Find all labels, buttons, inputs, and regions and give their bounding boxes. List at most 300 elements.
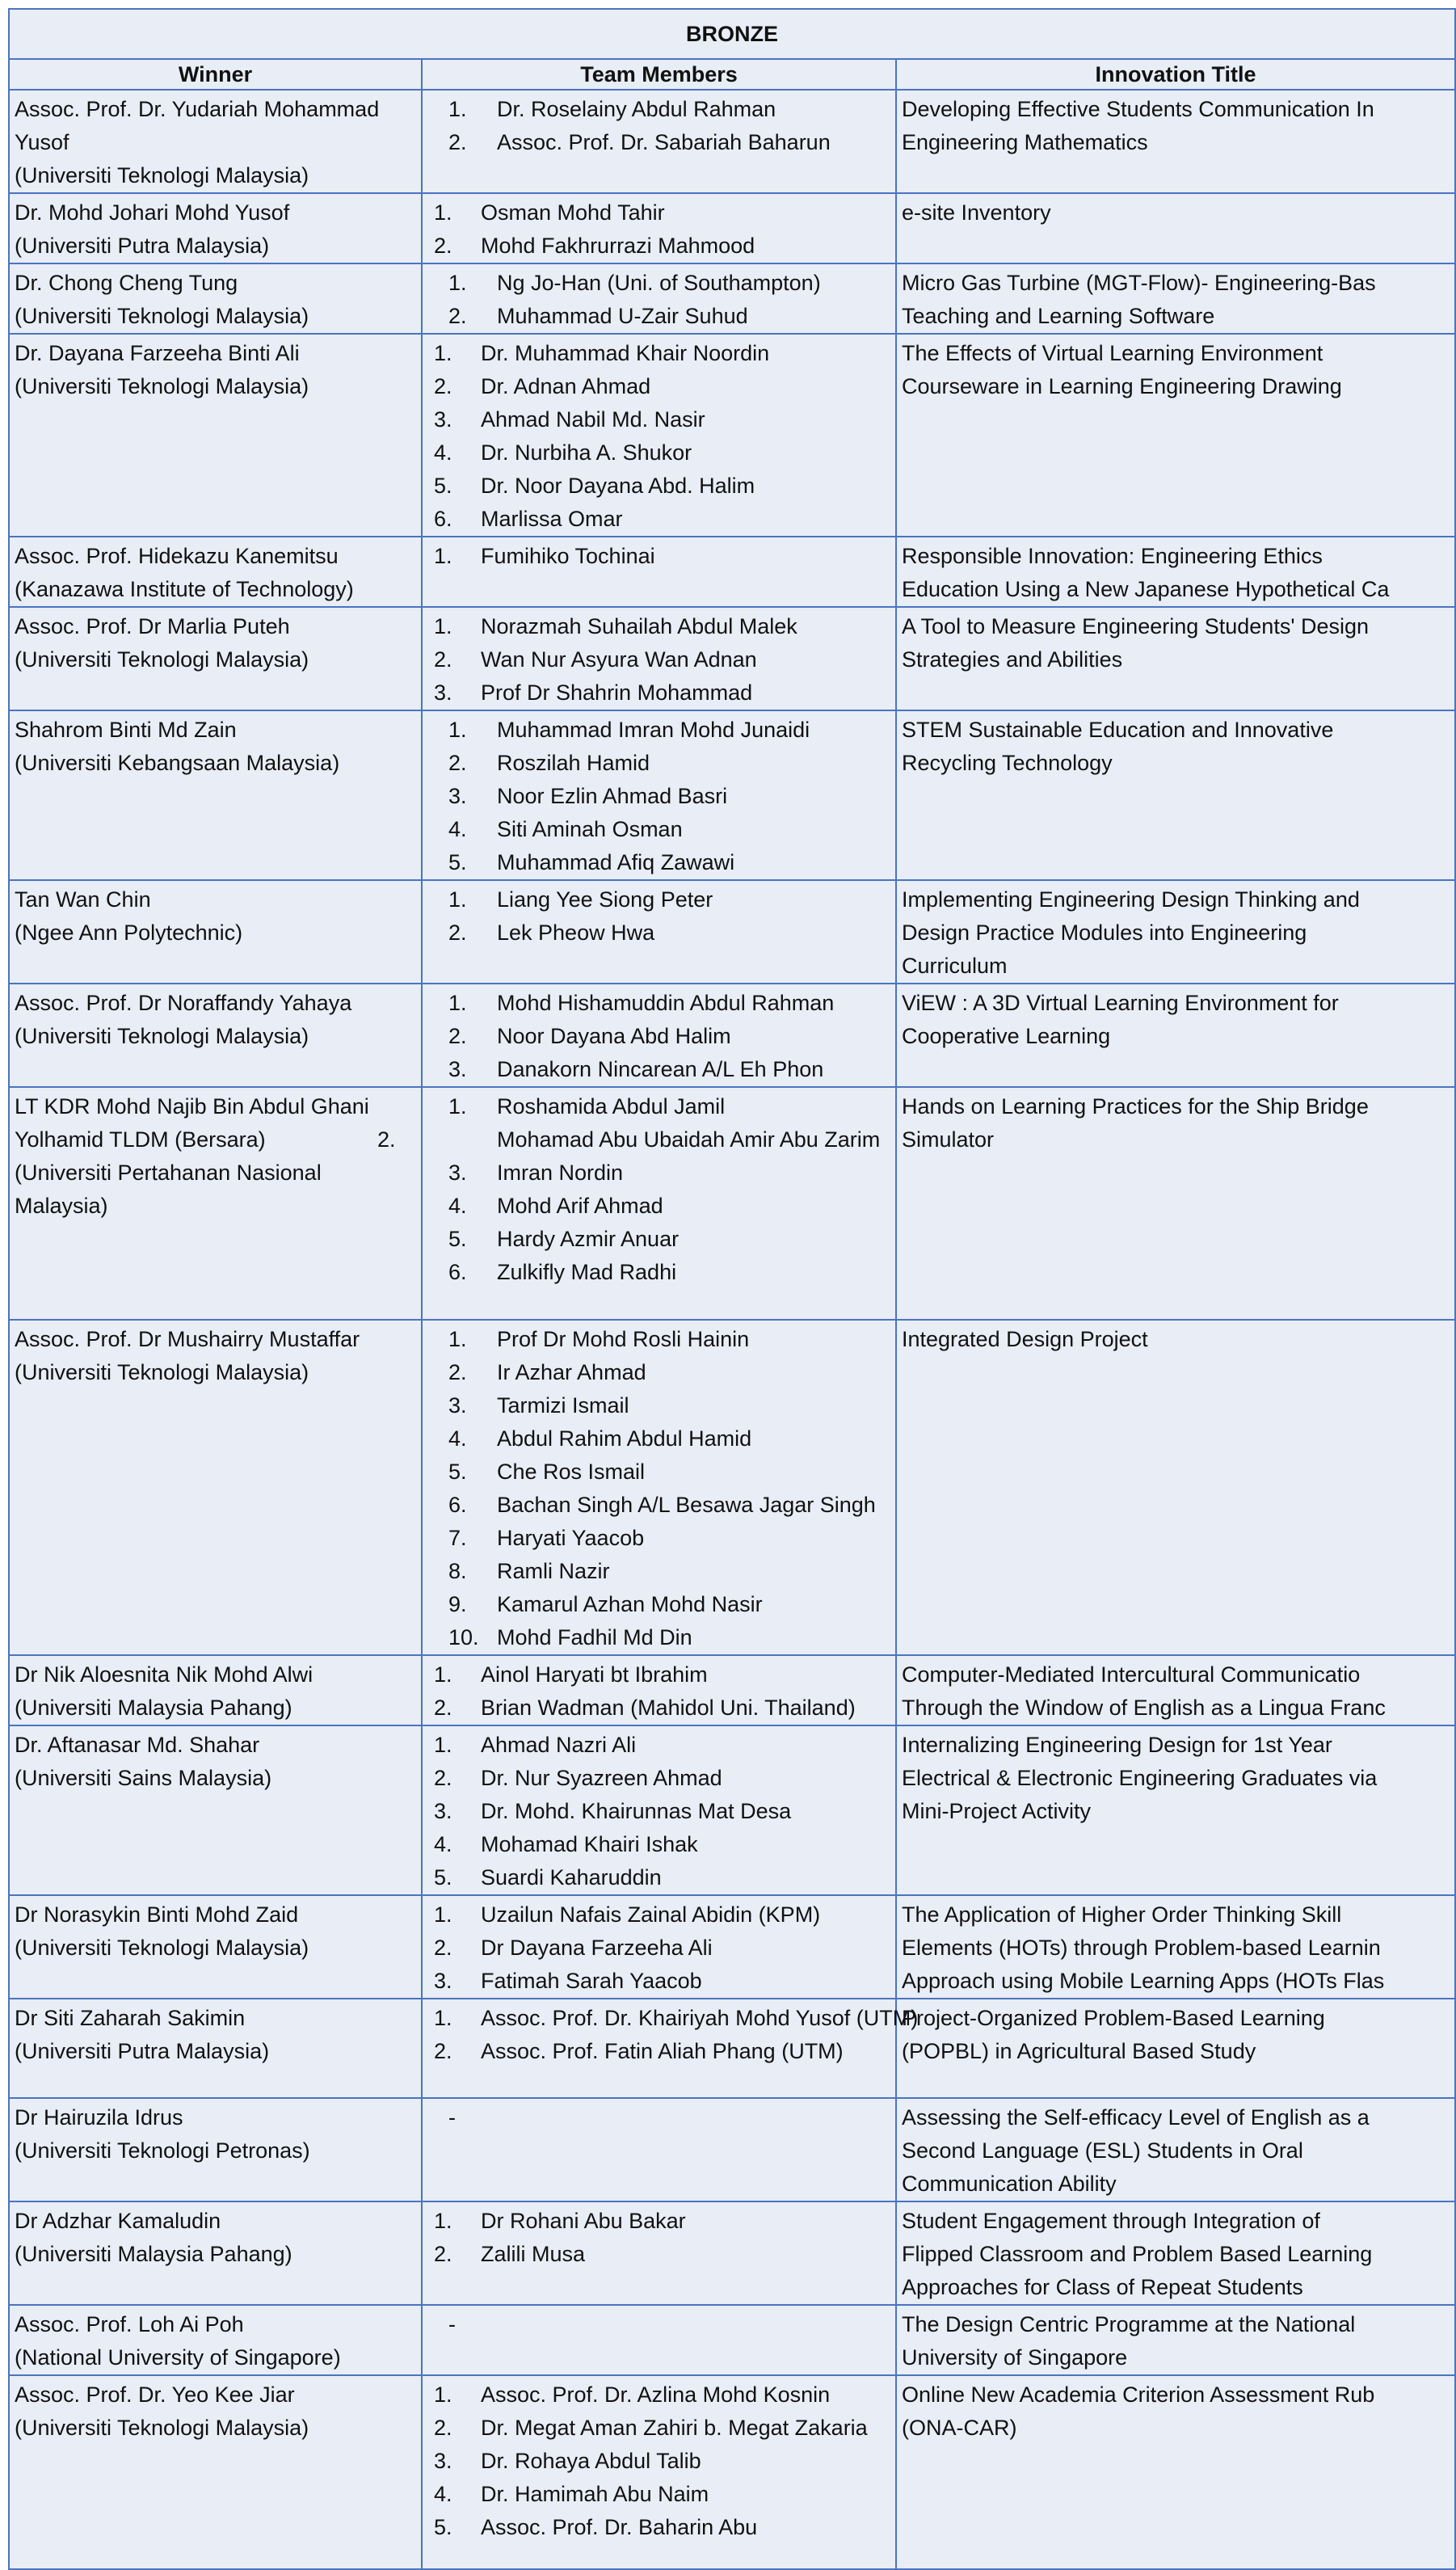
team-member-item: [426, 1020, 890, 1053]
team-member-item: [426, 436, 890, 470]
team-member-name: Dr. Roselainy Abdul Rahman: [497, 97, 776, 121]
winner-cell: [9, 334, 422, 537]
team-member-name: Marlissa Omar: [481, 507, 623, 531]
team-member-name: Haryati Yaacob: [497, 1526, 645, 1550]
innovation-title-cell: [896, 193, 1455, 263]
list-number: 1.: [448, 887, 467, 912]
innovation-title-cell: [896, 263, 1455, 334]
winner-cell: [9, 1655, 422, 1725]
winner-line: Assoc. Prof. Dr. Yeo Kee Jiar: [15, 2383, 295, 2407]
team-member-name: Dr Dayana Farzeeha Ali: [481, 1936, 713, 1960]
winner-cell: [9, 1895, 422, 1999]
innovation-title-cell: [896, 2098, 1455, 2201]
list-number: 2.: [448, 751, 467, 775]
list-number: 4.: [434, 2482, 452, 2506]
team-members-cell: [422, 537, 896, 607]
innovation-title-line: Student Engagement through Integration of: [902, 2209, 1320, 2233]
team-members-cell: [422, 334, 896, 537]
team-member-name: Noor Dayana Abd Halim: [497, 1024, 731, 1048]
list-number: 2.: [434, 1766, 452, 1790]
team-members-cell: [422, 2098, 896, 2201]
innovation-title-line: Elements (HOTs) through Problem-based Learnin: [902, 1936, 1381, 1960]
innovation-title-line: Electrical & Electronic Engineering Graduates via: [902, 1766, 1378, 1790]
innovation-title-line: Computer-Mediated Intercultural Communicatio: [902, 1662, 1361, 1687]
team-member-item: [426, 1828, 890, 1861]
team-member-name: Mohd Hishamuddin Abdul Rahman: [497, 991, 835, 1015]
team-member-item: [426, 1156, 890, 1190]
innovation-title-cell: [896, 1655, 1455, 1725]
team-member-name: Dr. Rohaya Abdul Talib: [481, 2449, 701, 2473]
team-member-item: [426, 2002, 919, 2035]
list-number: 3.: [448, 1161, 467, 1185]
team-member-name: Osman Mohd Tahir: [481, 200, 665, 225]
team-member-name: Ng Jo-Han (Uni. of Southampton): [497, 271, 821, 295]
team-member-item: [426, 813, 890, 846]
table-row: [9, 2201, 1455, 2305]
team-member-item: [426, 337, 890, 370]
winner-line: (Kanazawa Institute of Technology): [15, 577, 354, 601]
team-member-item: [426, 1861, 890, 1894]
innovation-title-cell: [896, 1087, 1455, 1320]
team-members-cell: [422, 90, 896, 193]
innovation-title-line: Approaches for Class of Repeat Students: [902, 2275, 1303, 2299]
team-members-cell: [422, 1999, 919, 2098]
innovation-title-cell: [896, 90, 1455, 193]
winner-line: Dr. Mohd Johari Mohd Yusof: [15, 200, 290, 225]
table-row: [9, 1895, 1455, 1999]
winner-line: Tan Wan Chin: [15, 887, 151, 912]
team-member-item: [426, 1762, 890, 1795]
winner-cell: [9, 193, 422, 263]
list-number: 9.: [448, 1592, 467, 1616]
winner-line: Assoc. Prof. Loh Ai Poh: [15, 2312, 244, 2336]
list-number: 6.: [448, 1493, 467, 1517]
winner-line: Dr. Aftanasar Md. Shahar: [15, 1733, 260, 1757]
winner-line: LT KDR Mohd Najib Bin Abdul Ghani: [15, 1094, 369, 1119]
team-member-item: [426, 1795, 890, 1828]
list-number: 7.: [448, 1526, 467, 1550]
team-members-cell: [422, 2201, 896, 2305]
no-members-dash: -: [448, 2105, 456, 2130]
list-number: 1.: [448, 1327, 467, 1351]
team-member-name: Fatimah Sarah Yaacob: [481, 1969, 702, 1993]
list-number: 2.: [434, 647, 452, 672]
team-member-name: Danakorn Nincarean A/L Eh Phon: [497, 1057, 824, 1081]
team-members-cell: [422, 2305, 896, 2375]
innovation-title-line: The Design Centric Programme at the National: [902, 2312, 1356, 2336]
winner-line: Dr Norasykin Binti Mohd Zaid: [15, 1902, 299, 1927]
list-number: 2.: [434, 2039, 452, 2063]
winner-cell: [9, 2098, 422, 2201]
team-member-item: [426, 300, 890, 333]
winner-line: Dr Adzhar Kamaludin: [15, 2209, 221, 2233]
list-number: 2.: [434, 374, 452, 398]
team-member-item: [426, 2378, 890, 2412]
innovation-title-line: Communication Ability: [902, 2172, 1117, 2196]
innovation-title-cell: [896, 880, 1455, 984]
table-row: [9, 90, 1455, 193]
header-team-members: Team Members: [422, 59, 896, 90]
team-member-name: Assoc. Prof. Dr. Azlina Mohd Kosnin: [481, 2383, 831, 2407]
list-number: 1.: [448, 97, 467, 121]
team-member-name: Muhammad Imran Mohd Junaidi: [497, 718, 810, 742]
team-member-item: [377, 1123, 890, 1156]
team-member-item: [426, 1898, 890, 1932]
team-member-item: [426, 230, 890, 263]
team-member-item: [426, 1053, 890, 1086]
winner-line: (Universiti Putra Malaysia): [15, 2039, 270, 2063]
team-member-name: Ramli Nazir: [497, 1559, 610, 1583]
team-member-name: Mohd Fadhil Md Din: [497, 1625, 692, 1649]
list-number: 1.: [434, 544, 452, 568]
list-number: 5.: [434, 2515, 452, 2539]
team-members-cell: [422, 880, 896, 984]
list-number: 1.: [434, 2209, 452, 2233]
winner-line: Shahrom Binti Md Zain: [15, 718, 237, 742]
team-member-item: [426, 1422, 890, 1456]
innovation-title-line: Flipped Classroom and Problem Based Learning: [902, 2242, 1373, 2266]
team-member-item: [426, 1588, 890, 1621]
team-member-name: Dr. Nurbiha A. Shukor: [481, 440, 692, 465]
list-number: 4.: [434, 1832, 452, 1856]
winner-line: (Universiti Teknologi Malaysia): [15, 304, 309, 328]
team-member-name: Dr. Megat Aman Zahiri b. Megat Zakaria: [481, 2416, 868, 2440]
list-number: 1.: [434, 1733, 452, 1757]
team-member-item: [426, 540, 890, 573]
innovation-title-line: Integrated Design Project: [902, 1327, 1148, 1351]
innovation-title-line: Hands on Learning Practices for the Ship Bridge: [902, 1094, 1369, 1119]
list-number: 1.: [448, 1094, 467, 1119]
list-number: 4.: [434, 440, 452, 465]
innovation-title-line: ViEW : A 3D Virtual Learning Environment for: [902, 991, 1339, 1015]
winner-line: Assoc. Prof. Dr. Yudariah Mohammad: [15, 97, 380, 121]
team-member-item: [426, 2205, 890, 2238]
innovation-title-line: Recycling Technology: [902, 751, 1113, 775]
table-row: [9, 1655, 1455, 1725]
table-row: [9, 2098, 1455, 2201]
table-row: [9, 1320, 1455, 1655]
winner-line: (Universiti Teknologi Petronas): [15, 2138, 310, 2163]
winner-line: (Universiti Teknologi Malaysia): [15, 374, 309, 398]
innovation-title-cell: [896, 2375, 1455, 2569]
winner-line: Dr. Dayana Farzeeha Binti Ali: [15, 341, 300, 365]
team-member-item: [426, 1389, 890, 1422]
winner-cell: [9, 537, 422, 607]
innovation-title-line: Education Using a New Japanese Hypothetical Ca: [902, 577, 1390, 601]
team-member-name: Dr. Hamimah Abu Naim: [481, 2482, 709, 2506]
innovation-title-line: Internalizing Engineering Design for 1st Year: [902, 1733, 1332, 1757]
team-members-cell: [422, 710, 896, 880]
winner-line: (Universiti Teknologi Malaysia): [15, 163, 309, 187]
team-member-name: Roszilah Hamid: [497, 751, 650, 775]
team-member-item: [426, 1456, 890, 1489]
list-number: 3.: [434, 2449, 452, 2473]
team-member-name: Ainol Haryati bt Ibrahim: [481, 1662, 708, 1687]
list-number: 3.: [448, 784, 467, 808]
team-members-cell: [422, 607, 896, 710]
team-member-name: Ahmad Nabil Md. Nasir: [481, 407, 705, 432]
innovation-title-cell: [896, 607, 1455, 710]
innovation-title-cell: [896, 710, 1455, 880]
team-members-cell: [422, 1655, 896, 1725]
team-member-name: Suardi Kaharuddin: [481, 1865, 662, 1890]
list-number: 1.: [434, 614, 452, 638]
team-member-item: [426, 1621, 890, 1654]
list-number: 3.: [434, 1799, 452, 1823]
table-row: [9, 984, 1455, 1087]
team-member-item: [426, 1323, 890, 1356]
team-member-name: Ahmad Nazri Ali: [481, 1733, 637, 1757]
list-number: 1.: [448, 718, 467, 742]
list-number: 3.: [434, 407, 452, 432]
team-members-cell: [422, 1725, 896, 1895]
bronze-awards-table: [8, 8, 1456, 2570]
team-member-item: [426, 1489, 890, 1522]
team-member-item: [426, 196, 890, 230]
list-number: 6.: [434, 507, 452, 531]
winner-line: (Universiti Teknologi Malaysia): [15, 1936, 309, 1960]
winner-line: Malaysia): [15, 1194, 108, 1218]
team-member-name: Mohamad Abu Ubaidah Amir Abu Zarim: [497, 1127, 881, 1152]
list-number: 2.: [448, 1360, 467, 1384]
team-member-item: [426, 1658, 890, 1692]
team-member-name: Prof Dr Shahrin Mohammad: [481, 680, 753, 705]
list-number: 2.: [434, 234, 452, 258]
team-member-item: [426, 676, 890, 710]
team-member-name: Dr. Mohd. Khairunnas Mat Desa: [481, 1799, 792, 1823]
list-number: 2.: [377, 1127, 396, 1152]
winner-line: Dr Siti Zaharah Sakimin: [15, 2006, 246, 2030]
team-member-name: Muhammad Afiq Zawawi: [497, 850, 735, 874]
list-number: 2.: [448, 921, 467, 945]
innovation-title-line: (ONA-CAR): [902, 2416, 1017, 2440]
winner-cell: [9, 1087, 422, 1320]
team-member-item: [426, 1190, 890, 1223]
winner-cell: [9, 984, 422, 1087]
team-member-item: [426, 1555, 890, 1588]
table-row: [9, 193, 1455, 263]
team-members-cell: [422, 1320, 896, 1655]
list-number: 1.: [434, 2383, 452, 2407]
team-member-item: [426, 1932, 890, 1965]
winner-line: Assoc. Prof. Dr Mushairry Mustaffar: [15, 1327, 360, 1351]
team-members-cell: [422, 984, 896, 1087]
team-members-cell: [377, 1087, 896, 1320]
team-member-name: Zalili Musa: [481, 2242, 586, 2266]
list-number: 10.: [448, 1625, 479, 1649]
list-number: 5.: [448, 1227, 467, 1251]
innovation-title-line: Developing Effective Students Communication In: [902, 97, 1374, 121]
innovation-title-cell: [896, 1895, 1455, 1999]
list-number: 5.: [448, 1460, 467, 1484]
list-number: 1.: [434, 200, 452, 225]
team-member-item: [426, 503, 890, 536]
innovation-title-cell: [896, 334, 1455, 537]
innovation-title-line: e-site Inventory: [902, 200, 1051, 225]
team-member-name: Tarmizi Ismail: [497, 1393, 629, 1418]
team-member-name: Lek Pheow Hwa: [497, 921, 655, 945]
team-member-item: [426, 1223, 890, 1256]
team-member-item: [426, 2412, 890, 2445]
team-member-item: [426, 2238, 890, 2271]
innovation-title-line: Responsible Innovation: Engineering Ethics: [902, 544, 1323, 568]
list-number: 1.: [434, 2006, 452, 2030]
team-member-name: Dr. Muhammad Khair Noordin: [481, 341, 770, 365]
winner-line: Dr Nik Aloesnita Nik Mohd Alwi: [15, 1662, 314, 1687]
team-member-name: Bachan Singh A/L Besawa Jagar Singh: [497, 1493, 876, 1517]
winner-cell: [9, 1725, 422, 1895]
team-member-item: [426, 2511, 890, 2544]
winner-cell: [9, 263, 422, 334]
team-member-name: Noor Ezlin Ahmad Basri: [497, 784, 728, 808]
winner-line: (National University of Singapore): [15, 2345, 341, 2370]
team-member-item: [426, 267, 890, 300]
team-member-name: Wan Nur Asyura Wan Adnan: [481, 647, 757, 672]
team-members-cell: [422, 2375, 896, 2569]
winner-cell: [9, 607, 422, 710]
innovation-title-line: (POPBL) in Agricultural Based Study: [902, 2039, 1256, 2063]
team-member-item: [426, 643, 890, 676]
list-number: 4.: [448, 1426, 467, 1451]
list-number: 1.: [434, 1902, 452, 1927]
team-member-name: Dr. Adnan Ahmad: [481, 374, 651, 398]
team-member-item: [426, 714, 890, 747]
team-member-item: [426, 747, 890, 780]
innovation-title-cell: [896, 1999, 1455, 2098]
winner-line: (Universiti Malaysia Pahang): [15, 1696, 292, 1720]
innovation-title-line: Micro Gas Turbine (MGT-Flow)- Engineering-Bas: [902, 271, 1376, 295]
team-member-item: [426, 1256, 890, 1289]
team-member-name: Mohd Arif Ahmad: [497, 1194, 663, 1218]
winner-line: Assoc. Prof. Dr Noraffandy Yahaya: [15, 991, 352, 1015]
list-number: 8.: [448, 1559, 467, 1583]
team-member-name: Assoc. Prof. Dr. Khairiyah Mohd Yusof (UTM): [481, 2006, 919, 2030]
table-row: [9, 710, 1455, 880]
header-innovation-title: Innovation Title: [896, 59, 1455, 90]
list-number: 6.: [448, 1260, 467, 1284]
table-row: [9, 880, 1455, 984]
winner-cell: [9, 2305, 422, 2375]
winner-line: (Universiti Malaysia Pahang): [15, 2242, 292, 2266]
team-member-item: [426, 2478, 890, 2511]
page: [8, 8, 1408, 2539]
list-number: 2.: [434, 2416, 452, 2440]
team-member-item: [426, 93, 890, 126]
winner-cell: [9, 2375, 422, 2569]
team-members-cell: [422, 193, 896, 263]
list-number: 4.: [448, 817, 467, 841]
team-member-name: Dr Rohani Abu Bakar: [481, 2209, 686, 2233]
innovation-title-line: Engineering Mathematics: [902, 130, 1148, 154]
list-number: 1.: [434, 341, 452, 365]
winner-line: (Universiti Sains Malaysia): [15, 1766, 272, 1790]
innovation-title-line: Project-Organized Problem-Based Learning: [902, 2006, 1325, 2030]
table-row: [9, 2375, 1455, 2569]
list-number: 2.: [448, 130, 467, 154]
winner-line: (Universiti Kebangsaan Malaysia): [15, 751, 340, 775]
team-member-name: Norazmah Suhailah Abdul Malek: [481, 614, 797, 638]
team-member-name: Assoc. Prof. Dr. Sabariah Baharun: [497, 130, 831, 154]
table-title: BRONZE: [9, 9, 1455, 59]
winner-line: (Ngee Ann Polytechnic): [15, 921, 243, 945]
winner-cell: [9, 2201, 422, 2305]
list-number: 3.: [434, 1969, 452, 1993]
winner-line: (Universiti Teknologi Malaysia): [15, 1024, 309, 1048]
team-member-name: Brian Wadman (Mahidol Uni. Thailand): [481, 1696, 856, 1720]
winner-line: Yusof: [15, 130, 69, 154]
team-member-name: Kamarul Azhan Mohd Nasir: [497, 1592, 763, 1616]
winner-line: Assoc. Prof. Dr Marlia Puteh: [15, 614, 290, 638]
team-member-name: Zulkifly Mad Radhi: [497, 1260, 677, 1284]
winner-cell: [9, 1999, 422, 2098]
table-row: [9, 1725, 1455, 1895]
team-member-item: [426, 1090, 890, 1123]
team-member-name: Muhammad U-Zair Suhud: [497, 304, 748, 328]
list-number: 2.: [434, 2242, 452, 2266]
innovation-title-cell: [896, 984, 1455, 1087]
team-member-name: Liang Yee Siong Peter: [497, 887, 713, 912]
innovation-title-cell: [896, 2305, 1455, 2375]
table-row: [9, 263, 1455, 334]
innovation-title-line: A Tool to Measure Engineering Students' Design: [902, 614, 1370, 638]
winner-line: (Universiti Putra Malaysia): [15, 234, 270, 258]
team-member-name: Prof Dr Mohd Rosli Hainin: [497, 1327, 750, 1351]
team-member-name: Imran Nordin: [497, 1161, 624, 1185]
innovation-title-line: Curriculum: [902, 954, 1008, 978]
team-member-name: Abdul Rahim Abdul Hamid: [497, 1426, 752, 1451]
team-member-item: [426, 403, 890, 436]
winner-line: Dr Hairuzila Idrus: [15, 2105, 183, 2130]
list-number: 3.: [448, 1393, 467, 1418]
innovation-title-line: Simulator: [902, 1127, 995, 1152]
team-member-item: [426, 1356, 890, 1389]
team-member-name: Hardy Azmir Anuar: [497, 1227, 680, 1251]
winner-line: Dr. Chong Cheng Tung: [15, 271, 238, 295]
winner-line: (Universiti Pertahanan Nasional: [15, 1161, 322, 1185]
team-member-item: [426, 780, 890, 813]
team-member-item: [426, 610, 890, 643]
list-number: 2.: [434, 1696, 452, 1720]
list-number: 4.: [448, 1194, 467, 1218]
team-members-cell: [422, 1895, 896, 1999]
team-member-name: Roshamida Abdul Jamil: [497, 1094, 726, 1119]
innovation-title-line: Strategies and Abilities: [902, 647, 1123, 672]
winner-line: (Universiti Teknologi Malaysia): [15, 1360, 309, 1384]
innovation-title-line: Online New Academia Criterion Assessment Rub: [902, 2383, 1375, 2407]
team-member-name: Dr. Nur Syazreen Ahmad: [481, 1766, 722, 1790]
no-members-dash: -: [448, 2312, 456, 2336]
innovation-title-line: Approach using Mobile Learning Apps (HOTs Flas: [902, 1969, 1385, 1993]
list-number: 3.: [448, 1057, 467, 1081]
innovation-title-line: Teaching and Learning Software: [902, 304, 1215, 328]
innovation-title-line: The Effects of Virtual Learning Environment: [902, 341, 1323, 365]
winner-cell: [9, 90, 422, 193]
team-member-name: Uzailun Nafais Zainal Abidin (KPM): [481, 1902, 821, 1927]
list-number: 5.: [434, 1865, 452, 1890]
team-member-name: Mohd Fakhrurrazi Mahmood: [481, 234, 755, 258]
table-row: [9, 2305, 1455, 2375]
winner-line: (Universiti Teknologi Malaysia): [15, 647, 309, 672]
team-member-item: [426, 470, 890, 503]
innovation-title-line: Cooperative Learning: [902, 1024, 1111, 1048]
team-member-item: [426, 2035, 890, 2068]
team-member-item: [426, 1692, 890, 1725]
team-member-name: Che Ros Ismail: [497, 1460, 646, 1484]
list-number: 3.: [434, 680, 452, 705]
innovation-title-cell: [896, 1320, 1455, 1655]
team-member-item: [426, 126, 890, 159]
header-winner: Winner: [9, 59, 422, 90]
